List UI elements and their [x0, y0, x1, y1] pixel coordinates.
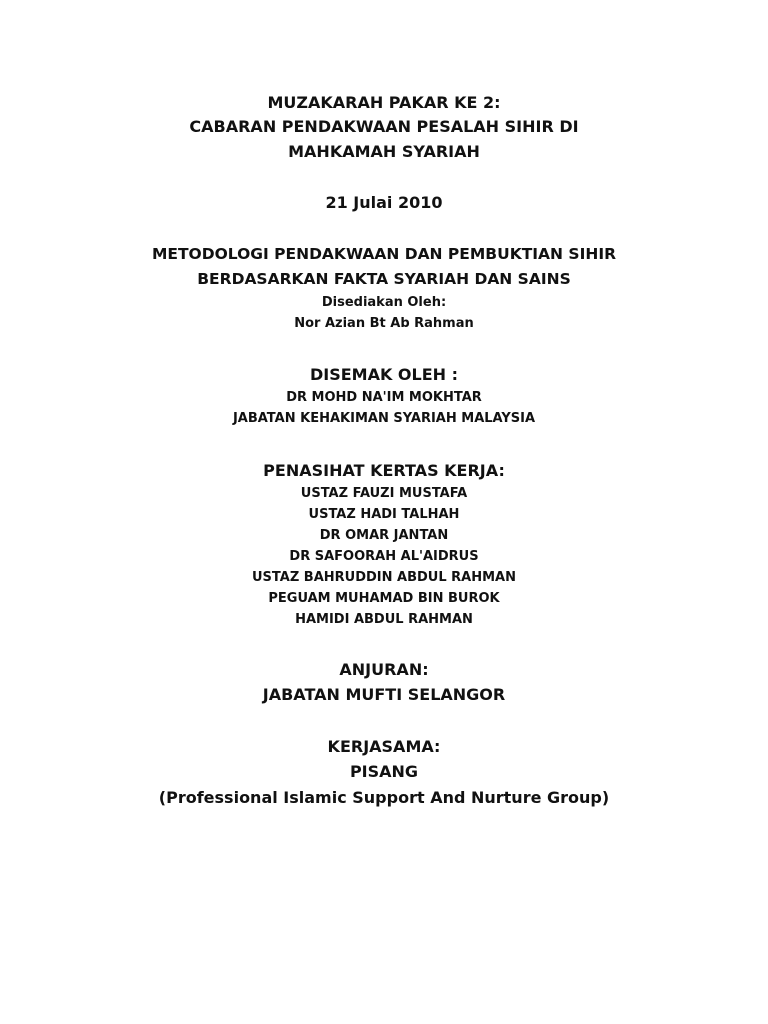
reviewer-name: DR MOHD NA'IM MOKHTAR	[286, 390, 482, 405]
prepared-by-name: Nor Azian Bt Ab Rahman	[294, 316, 474, 331]
advisor-name: USTAZ HADI TALHAH	[308, 507, 460, 522]
collaborator-name: PISANG	[349, 762, 419, 781]
organizer-heading: ANJURAN:	[339, 660, 429, 679]
organizer-name: JABATAN MUFTI SELANGOR	[262, 685, 506, 704]
advisor-name: DR SAFOORAH AL'AIDRUS	[289, 549, 479, 564]
paper-topic-line-1: METODOLOGI PENDAKWAAN DAN PEMBUKTIAN SIHIR	[151, 245, 617, 263]
document-title-line-1: MUZAKARAH PAKAR KE 2:	[267, 93, 501, 112]
reviewer-organization: JABATAN KEHAKIMAN SYARIAH MALAYSIA	[232, 411, 536, 426]
paper-topic-line-2: BERDASARKAN FAKTA SYARIAH DAN SAINS	[197, 270, 571, 288]
reviewed-by-heading: DISEMAK OLEH :	[309, 365, 459, 384]
document-title-line-2: CABARAN PENDAKWAAN PESALAH SIHIR DI	[189, 117, 579, 136]
collaborator-full-name: (Professional Islamic Support And Nurture Group)	[158, 788, 610, 807]
advisor-name: USTAZ BAHRUDDIN ABDUL RAHMAN	[252, 570, 516, 585]
document-title-line-3: MAHKAMAH SYARIAH	[288, 142, 480, 161]
advisor-name: PEGUAM MUHAMAD BIN BUROK	[268, 591, 500, 606]
collaboration-heading: KERJASAMA:	[327, 737, 441, 756]
advisor-name: HAMIDI ABDUL RAHMAN	[295, 612, 473, 627]
prepared-by-label: Disediakan Oleh:	[321, 295, 447, 310]
advisors-heading: PENASIHAT KERTAS KERJA:	[263, 461, 505, 480]
advisor-name: DR OMAR JANTAN	[319, 528, 449, 543]
advisor-name: USTAZ FAUZI MUSTAFA	[300, 486, 468, 501]
event-date: 21 Julai 2010	[325, 193, 443, 212]
